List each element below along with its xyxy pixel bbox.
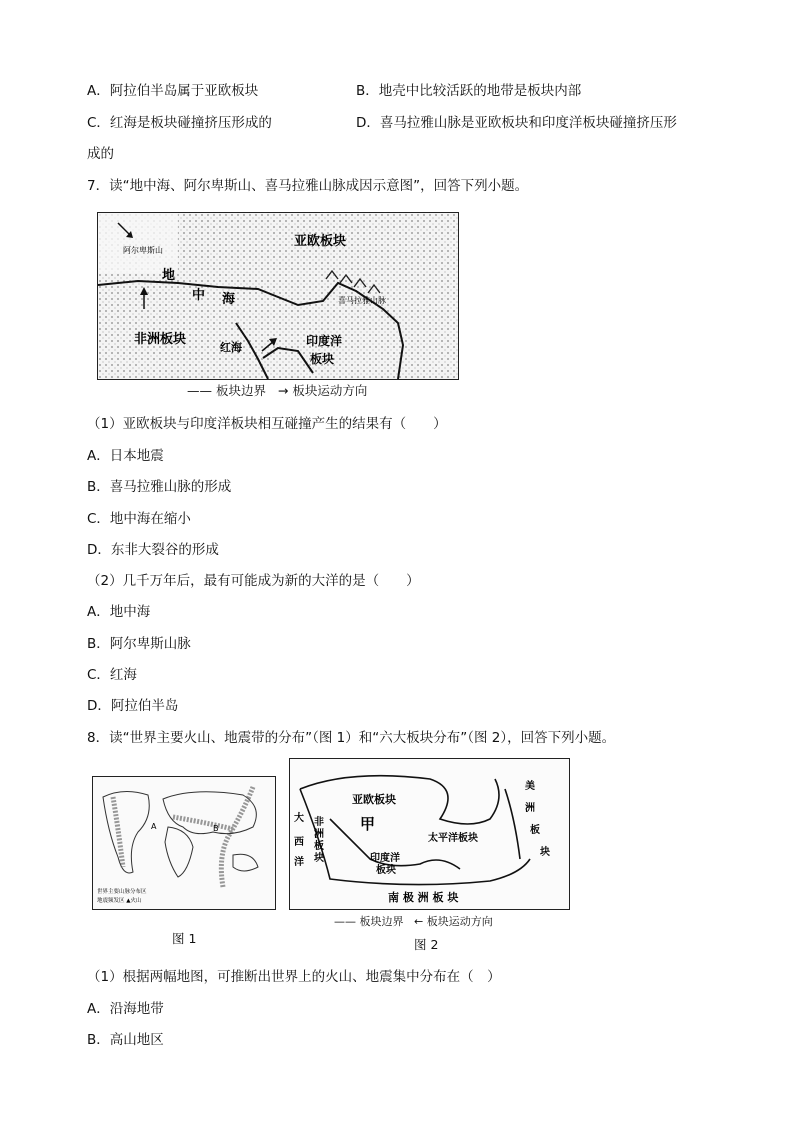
australia-outline <box>233 854 258 871</box>
q7-sub2-option-a: A．地中海 <box>87 604 151 620</box>
q6-option-d-continued: 成的 <box>87 146 114 162</box>
six-plates-map <box>289 758 570 910</box>
q7-sub2-option-b: B．阿尔卑斯山脉 <box>87 636 191 652</box>
q8-stem: 8．读“世界主要火山、地震带的分布”（图 1）和“六大板块分布”（图 2），回答下列小题。 <box>87 730 616 746</box>
q7-sub1-option-b: B．喜马拉雅山脉的形成 <box>87 479 232 495</box>
q8-sub1-option-b: B．高山地区 <box>87 1032 164 1048</box>
q6-option-c: C．红海是板块碰撞挤压形成的 <box>87 115 272 131</box>
fig2-svg <box>290 759 569 909</box>
q7-sub2-option-d: D．阿拉伯半岛 <box>87 698 179 714</box>
fig2-label-jia: 甲 <box>360 815 376 833</box>
label-zhong: 中 <box>192 288 206 303</box>
q7-sub2-stem: （2）几千万年后，最有可能成为新的大洋的是（ ） <box>87 573 420 589</box>
label-di: 地 <box>162 268 176 283</box>
fig2-legend-boundary-text: 板块边界 <box>359 915 404 928</box>
fig2-label-atlantic-2: 西 <box>294 837 304 848</box>
q8-sub1-stem: （1）根据两幅地图，可推断出世界上的火山、地震集中分布在（ ） <box>87 969 501 985</box>
fig1-label-b: B <box>213 824 219 833</box>
label-red-sea: 红海 <box>220 341 242 354</box>
fig2-legend-direction-text: 板块运动方向 <box>426 915 493 928</box>
fig2-legend-boundary-line: —— <box>334 915 356 928</box>
fig2-label-eurasia: 亚欧板块 <box>352 793 396 806</box>
fig2-label-indian-1: 印度洋 <box>370 853 400 864</box>
fig2-legend <box>334 913 493 929</box>
label-himalaya: 喜马拉雅山脉 <box>338 296 386 305</box>
fig2-label-indian-2: 板块 <box>376 865 396 876</box>
label-indian-ocean: 印度洋 <box>306 334 343 348</box>
label-hai: 海 <box>222 292 236 307</box>
legend-boundary-text: 板块边界 <box>215 383 266 398</box>
fig2-legend-arrow-icon: ← <box>407 915 427 928</box>
fig1-svg <box>93 777 275 909</box>
fig2-label-america-1: 美 <box>525 781 535 792</box>
label-eurasia-plate: 亚欧板块 <box>294 234 347 249</box>
q7-stem: 7．读“地中海、阿尔卑斯山、喜马拉雅山脉成因示意图”，回答下列小题。 <box>87 178 529 194</box>
fig2-label-pacific: 太平洋板块 <box>428 833 478 844</box>
q7-sub1-option-c: C．地中海在缩小 <box>87 511 191 527</box>
legend-boundary-line: —— <box>187 383 212 398</box>
fig1-legend-mountains: 世界主要山脉分布区 <box>97 889 147 895</box>
label-africa-plate: 非洲板块 <box>134 332 187 347</box>
q6-option-d: D．喜马拉雅山脉是亚欧板块和印度洋板块碰撞挤压形 <box>356 115 677 131</box>
fig2-atlantic-ridge <box>505 789 520 859</box>
legend-direction-text: 板块运动方向 <box>292 383 368 398</box>
fig2-label-africa-4: 块 <box>314 853 324 864</box>
fig2-label-africa-2: 洲 <box>314 829 324 840</box>
legend-arrow-icon: → <box>269 383 293 398</box>
fig2-label-america-3: 板 <box>530 825 540 836</box>
label-alps: 阿尔卑斯山 <box>123 246 163 255</box>
q6-option-a: A．阿拉伯半岛属于亚欧板块 <box>87 83 259 99</box>
fig2-plate-boundaries <box>300 776 530 885</box>
q7-sub1-option-a: A．日本地震 <box>87 448 164 464</box>
q7-sub1-stem: （1）亚欧板块与印度洋板块相互碰撞产生的结果有（ ） <box>87 416 447 432</box>
seismic-belts <box>113 787 253 887</box>
label-indian-plate: 板块 <box>310 352 335 366</box>
fig2-label-america-2: 洲 <box>525 803 535 814</box>
fig2-caption: 图 2 <box>414 937 439 952</box>
plate-map-svg <box>98 213 458 379</box>
africa-outline <box>165 827 193 877</box>
q7-sub2-option-c: C．红海 <box>87 667 137 683</box>
fig2-label-antarctic: 南 极 洲 板 块 <box>388 891 459 904</box>
fig2-label-africa-3: 板 <box>314 841 324 852</box>
eurasia-outline <box>163 792 256 834</box>
americas-outline <box>103 791 149 873</box>
q7-sub1-option-d: D．东非大裂谷的形成 <box>87 542 219 558</box>
plate-map-figure <box>97 212 459 380</box>
fig1-label-a: A <box>151 822 157 831</box>
q7-legend <box>187 381 367 399</box>
fig1-caption: 图 1 <box>172 931 197 946</box>
fig2-label-atlantic-3: 洋 <box>294 857 304 868</box>
fig2-label-africa-1: 非 <box>314 817 324 828</box>
fig2-label-atlantic-1: 大 <box>294 813 304 824</box>
q8-sub1-option-a: A．沿海地带 <box>87 1001 164 1017</box>
fig2-label-america-4: 块 <box>540 847 550 858</box>
volcano-earthquake-map <box>92 776 276 910</box>
q6-option-b: B．地壳中比较活跃的地带是板块内部 <box>356 83 582 99</box>
fig1-legend-earthquakes: 地震频发区 ▲火山 <box>97 898 142 904</box>
